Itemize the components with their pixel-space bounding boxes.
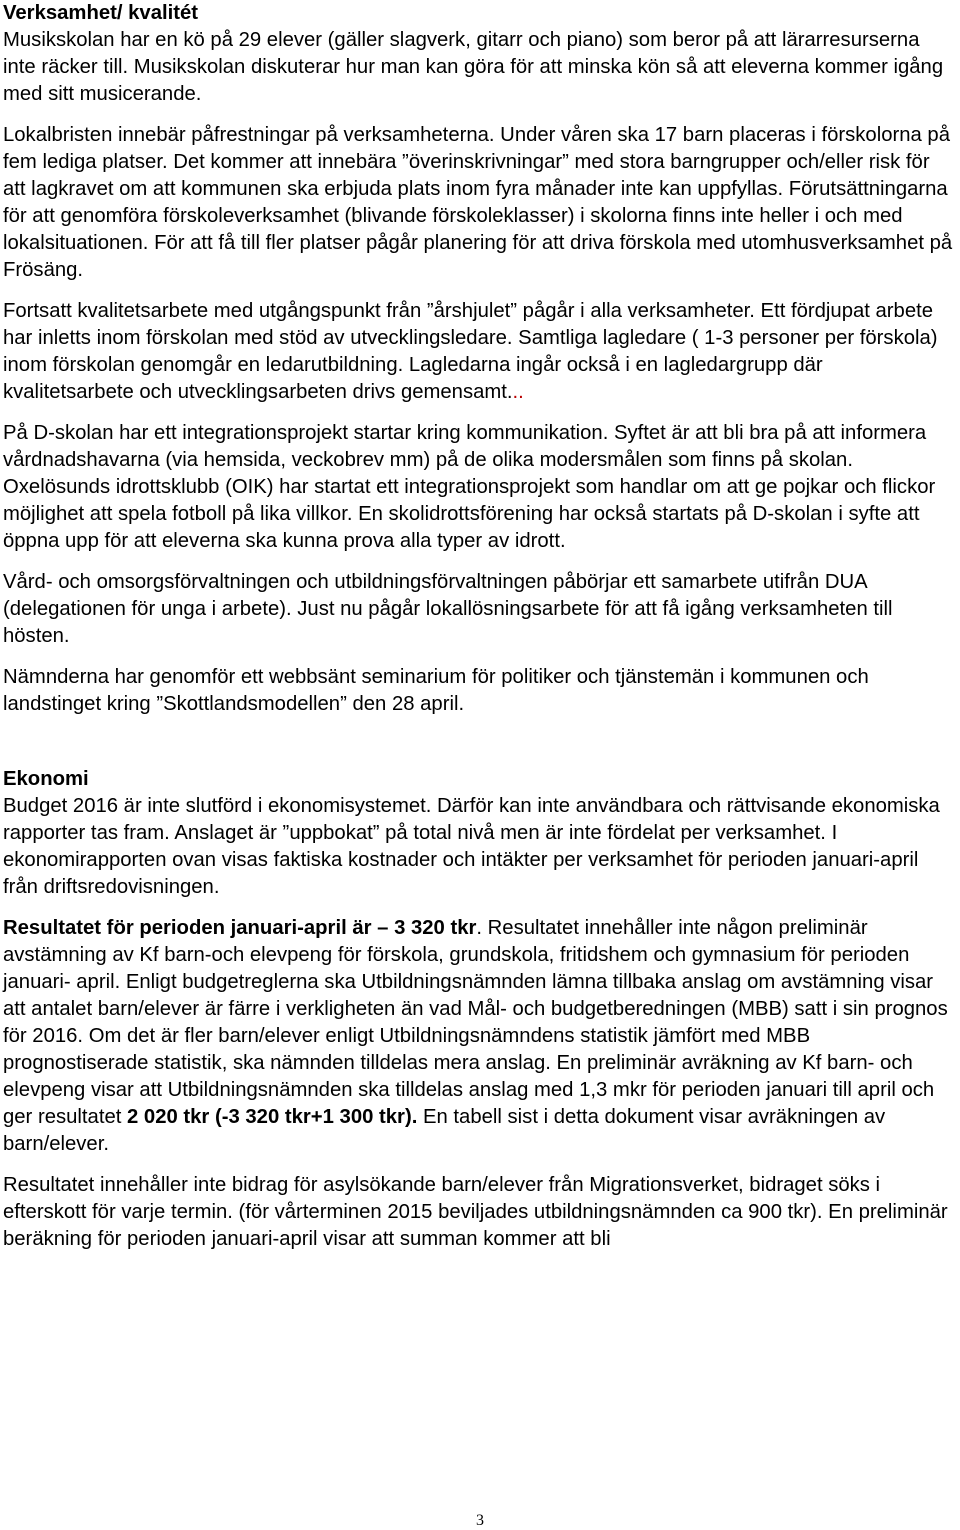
section-gap bbox=[3, 718, 957, 766]
resultatet-body: . Resultatet innehåller inte någon preliminär avstämning av Kf barn-och elevpeng för förskola, grundskola, fritidshem och gymnasium för perioden januari- april. Enligt budgetreglerna ska Utbildningsnämnden lämna tillbaka anslag om avstämning visar att antalet barn/elever är färre i verkligheten än vad Mål- och budgetberedningen (MBB) satt i sin prognos för 2016. Om det är fler barn/elever enligt Utbildningsnämndens statistik jämfört med MBB prognostiserade statistik, ska nämnden tilldelas mera anslag. En preliminär avräkning av Kf barn- och elevpeng visar att Utbildningsnämnden ska tilldelas anslag med 1,3 mkr för perioden januari till april och ger resultatet bbox=[3, 917, 948, 1128]
resultatet-end: En tabell sist i detta dokument visar avräkningen av barn/elever. bbox=[3, 1106, 886, 1155]
paragraph-gap bbox=[3, 108, 957, 122]
paragraph-gap bbox=[3, 901, 957, 915]
page-number: 3 bbox=[476, 1512, 484, 1529]
paragraph-trailing-dots: .. bbox=[512, 381, 524, 403]
paragraph-kvalitetsarbete-text: Fortsatt kvalitetsarbete med utgångspunkt från ”årshjulet” pågår i alla verksamheter. Ett fördjupat arbete har inletts inom förskolan med stöd av utvecklingsledare. Samtliga lagledare ( 1-3 personer per förskola) inom förskolan genomgår en ledarutbildning. Lagledarna ingår också i en lagledargrupp där kvalitetsarbete och utvecklingsarbeten drivs gemensamt. bbox=[3, 300, 938, 403]
paragraph-musikskolan: Musikskolan har en kö på 29 elever (gäller slagverk, gitarr och piano) som beror på att lärarresurserna inte räcker till. Musikskolan diskuterar hur man kan göra för att minska kön så att eleverna kommer igång med sitt musicerande. bbox=[3, 29, 944, 105]
paragraph-dua: Vård- och omsorgsförvaltningen och utbildningsförvaltningen påbörjar ett samarbete utifrån DUA (delegationen för unga i arbete). Just nu pågår lokallösningsarbete för att få igång verksamheten till hösten. bbox=[3, 571, 893, 647]
paragraph-resultatet bbox=[3, 915, 957, 1158]
paragraph-gap bbox=[3, 406, 957, 420]
paragraph-seminarium: Nämnderna har genomför ett webbsänt seminarium för politiker och tjänstemän i kommunen och landstinget kring ”Skottlandsmodellen” den 28 april. bbox=[3, 666, 869, 715]
paragraph-gap bbox=[3, 1158, 957, 1172]
paragraph-lokalbristen: Lokalbristen innebär påfrestningar på verksamheterna. Under våren ska 17 barn placeras i förskolorna på fem lediga platser. Det kommer att innebära ”överinskrivningar” med stora barngrupper och/eller risk för att lagkravet om att kommunen ska erbjuda plats inom fyra månader inte kan uppfyllas. Förutsättningarna för att genomföra förskoleverksamhet (blivande förskoleklasser) i skolorna finns inte heller i och med lokalsituationen. För att få till fler platser pågår planering för att driva förskola med utomhusverksamhet på Frösäng. bbox=[3, 124, 953, 281]
document-page bbox=[3, 0, 957, 1253]
paragraph-gap bbox=[3, 650, 957, 664]
paragraph-gap bbox=[3, 555, 957, 569]
paragraph-budget: Budget 2016 är inte slutförd i ekonomisystemet. Därför kan inte användbara och rättvisande ekonomiska rapporter tas fram. Anslaget är ”uppbokat” på total nivå men är inte fördelat per verksamhet. I ekonomirapporten ovan visas faktiska kostnader och intäkter per verksamhet för perioden januari-april från driftsredovisningen. bbox=[3, 795, 940, 898]
paragraph-d-skolan: På D-skolan har ett integrationsprojekt startar kring kommunikation. Syftet är att bli bra på att informera vårdnadshavarna (via hemsida, veckobrev mm) på de olika modersmålen som finns på skolan. Oxelösunds idrottsklubb (OIK) har startat ett integrationsprojekt som handlar om att ge pojkar och flickor möjlighet att spela fotboll på lika villkor. En skolidrottsförening har också startats på D-skolan i syfte att öppna upp för att eleverna ska kunna prova alla typer av idrott. bbox=[3, 422, 936, 552]
section-heading-verksamhet: Verksamhet/ kvalitét bbox=[3, 2, 199, 24]
section-heading-ekonomi: Ekonomi bbox=[3, 768, 89, 790]
paragraph-kvalitetsarbete bbox=[3, 298, 957, 406]
paragraph-asylsokande: Resultatet innehåller inte bidrag för asylsökande barn/elever från Migrationsverket, bidraget söks i efterskott för varje termin. (för vårterminen 2015 beviljades utbildningsnämnden ca 900 tkr). En preliminär beräkning för perioden januari-april visar att summan kommer att bli bbox=[3, 1174, 948, 1250]
resultatet-bold-lead: Resultatet för perioden januari-april är – 3 320 tkr bbox=[3, 917, 477, 939]
resultatet-bold-sum: 2 020 tkr (-3 320 tkr+1 300 tkr). bbox=[127, 1106, 418, 1128]
paragraph-gap bbox=[3, 284, 957, 298]
